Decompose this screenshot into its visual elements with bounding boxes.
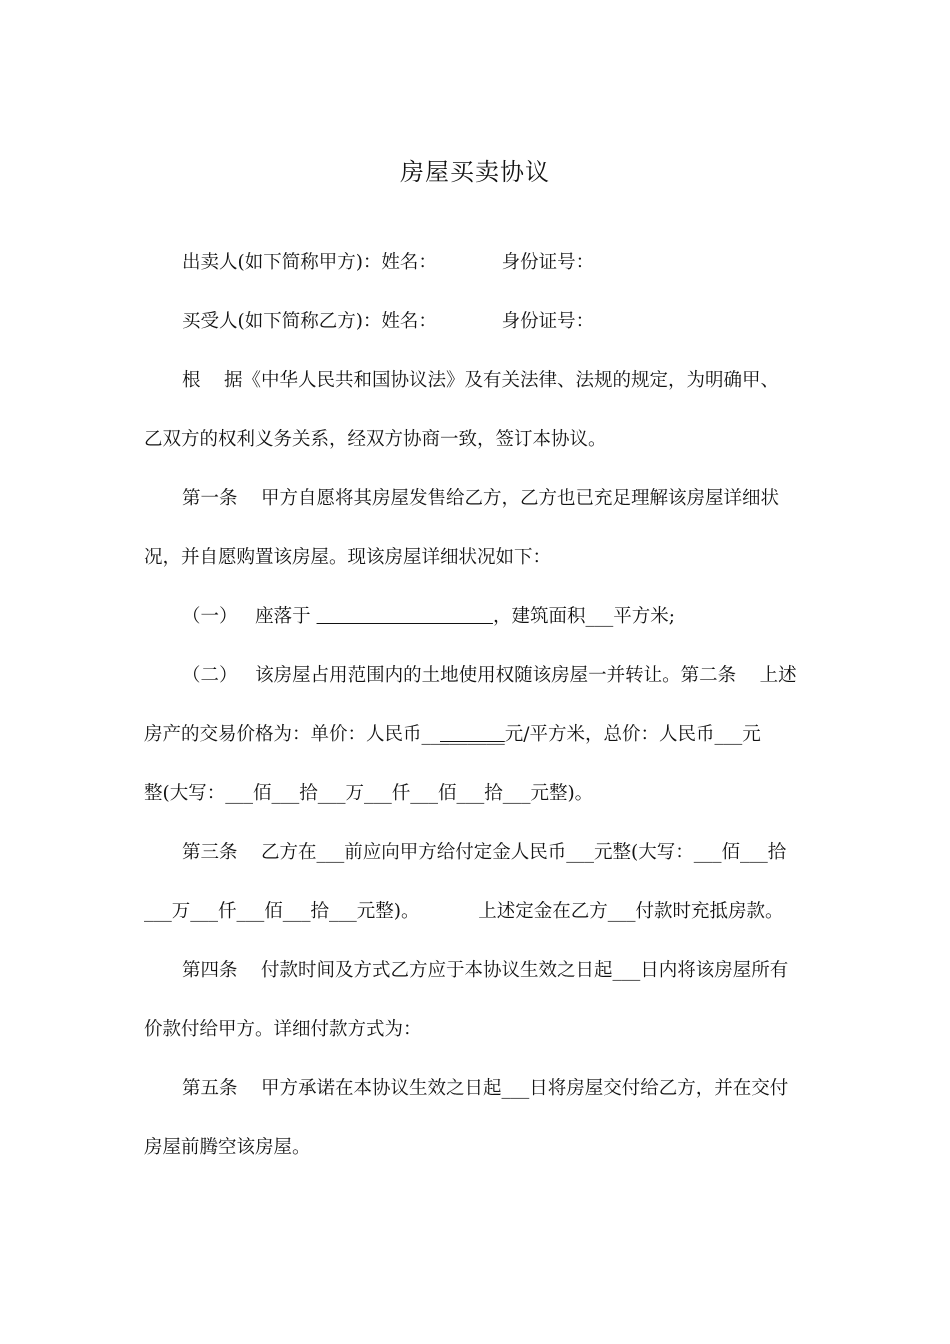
price-words-line: 整(大写：___佰___拾___万___仟___佰___拾___元整)。 <box>144 783 594 804</box>
preamble-line-2: 乙双方的权利义务关系，经双方协商一致，签订本协议。 <box>144 429 607 450</box>
unit-price-blank: _______ <box>440 724 505 745</box>
buyer-line: 买受人(如下简称乙方)：姓名： 身份证号： <box>182 311 595 332</box>
price-line <box>144 722 824 748</box>
article-5-line-1: 第五条 甲方承诺在本协议生效之日起___日将房屋交付给乙方，并在交付 <box>182 1078 789 1099</box>
item-1-label: （一） 座落于 <box>182 606 311 627</box>
price-unit-label: 房产的交易价格为：单价：人民币__ <box>144 724 441 745</box>
article-5-line-2: 房屋前腾空该房屋。 <box>144 1137 311 1158</box>
item-1-area: ，建筑面积___平方米; <box>492 606 675 627</box>
article-4-line-2: 价款付给甲方。详细付款方式为： <box>144 1019 422 1040</box>
seller-line: 出卖人(如下简称甲方)：姓名： 身份证号： <box>182 252 595 273</box>
item-1-line <box>182 604 862 630</box>
price-total: 元/平方米，总价：人民币___元 <box>504 724 761 745</box>
article-4-line-1: 第四条 付款时间及方式乙方应于本协议生效之日起___日内将该房屋所有 <box>182 960 789 981</box>
article-1-line-1: 第一条 甲方自愿将其房屋发售给乙方，乙方也已充足理解该房屋详细状 <box>182 488 780 509</box>
article-1-line-2: 况，并自愿购置该房屋。现该房屋详细状况如下： <box>144 547 552 568</box>
document-title: 房屋买卖协议 <box>400 158 550 186</box>
article-3-line-2: ___万___仟___佰___拾___元整)。 上述定金在乙方___付款时充抵房款。 <box>144 901 784 922</box>
item-2-line: （二） 该房屋占用范围内的土地使用权随该房屋一并转让。第二条 上述 <box>182 665 797 686</box>
location-blank <box>317 606 493 627</box>
preamble-line-1: 根 据《中华人民共和国协议法》及有关法律、法规的规定，为明确甲、 <box>182 370 780 391</box>
article-3-line-1: 第三条 乙方在___前应向甲方给付定金人民币___元整(大写：___佰___拾 <box>182 842 787 863</box>
